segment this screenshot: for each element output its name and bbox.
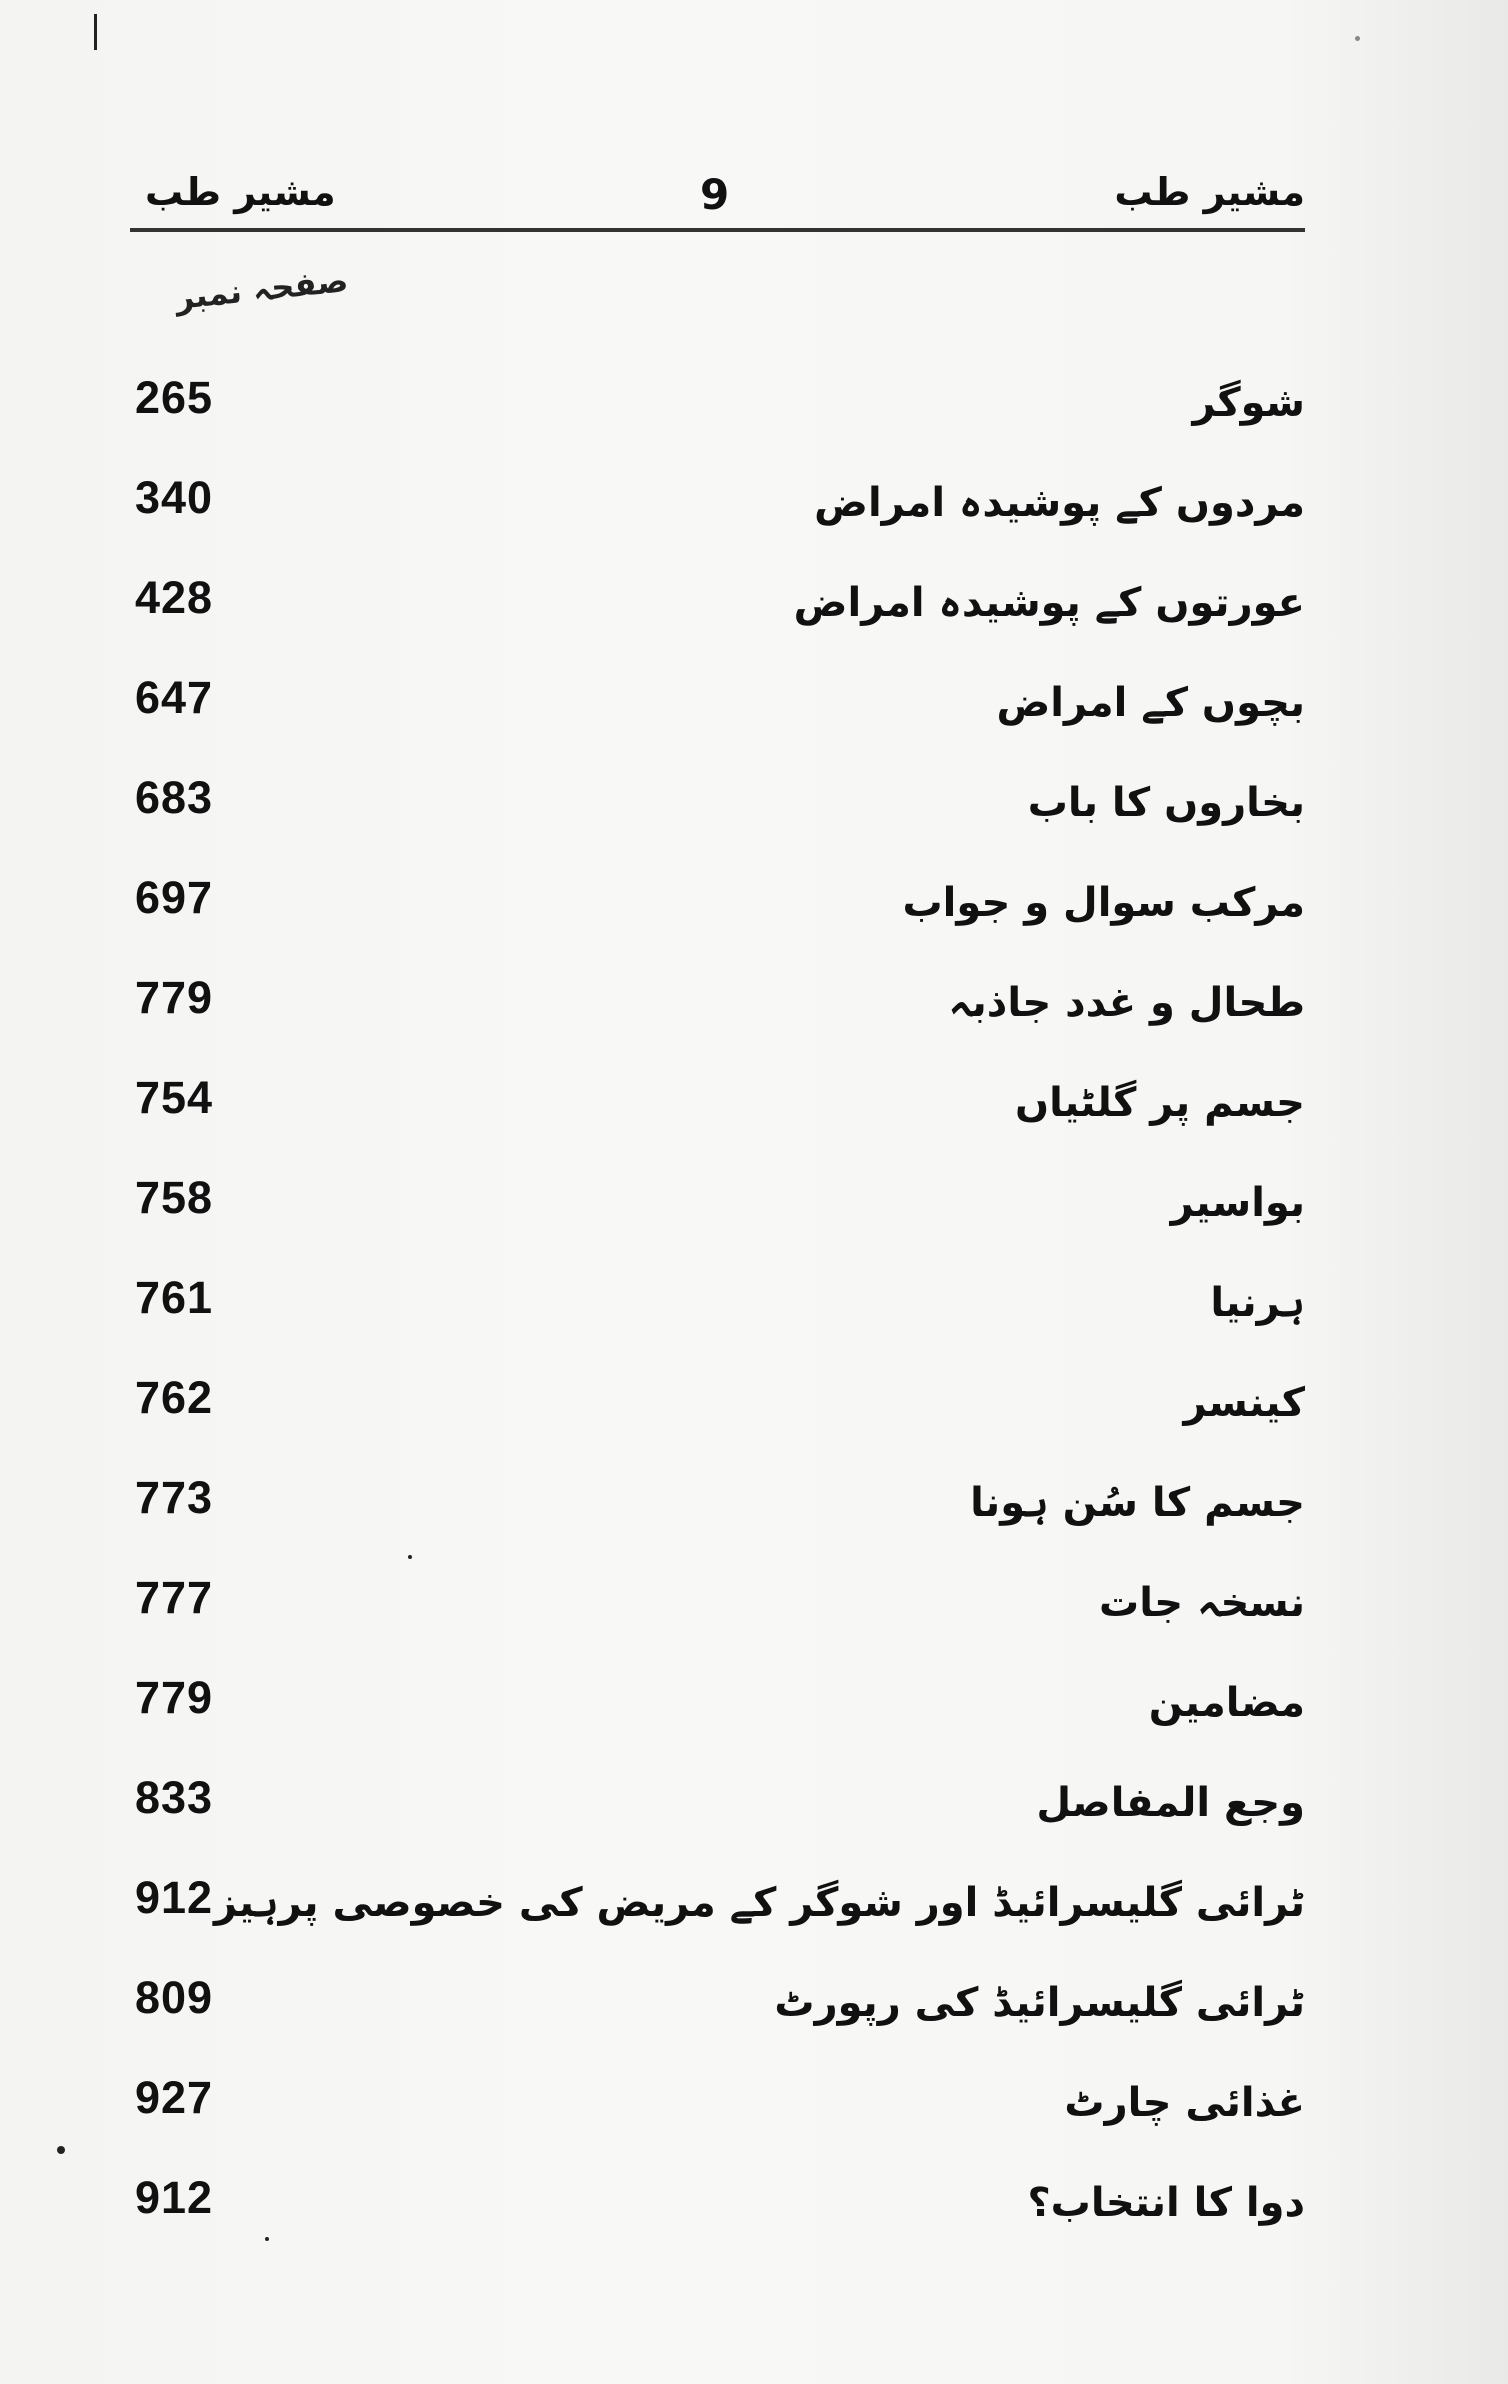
toc-row <box>130 562 1305 662</box>
toc-row <box>130 1962 1305 2062</box>
toc-row <box>130 1362 1305 1462</box>
toc-page-number: 265 <box>135 372 214 423</box>
toc-row <box>130 1462 1305 1562</box>
toc-title: جسم پر گلٹیاں <box>1014 1080 1305 1126</box>
toc-row <box>130 662 1305 762</box>
toc-row <box>130 1262 1305 1362</box>
paper-speck <box>57 2146 65 2154</box>
toc-row <box>130 762 1305 862</box>
toc-page-number: 773 <box>135 1472 214 1523</box>
table-of-contents <box>130 362 1305 2262</box>
toc-page-number: 777 <box>135 1572 214 1623</box>
toc-row <box>130 962 1305 1062</box>
toc-title: کینسر <box>1183 1380 1305 1426</box>
toc-row <box>130 462 1305 562</box>
toc-page-number: 758 <box>135 1172 214 1223</box>
toc-row <box>130 1662 1305 1762</box>
toc-title: مردوں کے پوشیدہ امراض <box>814 480 1305 526</box>
running-header <box>130 160 1305 230</box>
page-number-column-heading: صفحہ نمبر <box>173 261 350 317</box>
toc-page-number: 428 <box>135 572 214 623</box>
header-page-number: 9 <box>700 170 730 219</box>
toc-title: عورتوں کے پوشیدہ امراض <box>793 580 1305 626</box>
toc-title: وجع المفاصل <box>1036 1780 1305 1826</box>
toc-title: بچوں کے امراض <box>996 680 1305 726</box>
toc-row <box>130 1562 1305 1662</box>
toc-page-number: 762 <box>135 1372 214 1423</box>
toc-page-number: 697 <box>135 872 214 923</box>
toc-row <box>130 1162 1305 1262</box>
toc-page-number: 779 <box>135 1672 214 1723</box>
toc-page-number: 927 <box>135 2072 214 2123</box>
toc-title: ہرنیا <box>1210 1280 1305 1326</box>
toc-row <box>130 1762 1305 1862</box>
toc-title: بواسیر <box>1170 1180 1305 1226</box>
toc-title: مضامین <box>1148 1680 1305 1726</box>
toc-title: ٹرائی گلیسرائیڈ کی رپورٹ <box>774 1980 1305 2026</box>
toc-page-number: 779 <box>135 972 214 1023</box>
toc-title: دوا کا انتخاب؟ <box>1027 2180 1305 2226</box>
toc-page-number: 809 <box>135 1972 214 2023</box>
toc-row <box>130 362 1305 462</box>
toc-page-number: 912 <box>135 2172 214 2223</box>
toc-title: طحال و غدد جاذبہ <box>948 980 1305 1026</box>
toc-title: شوگر <box>1192 380 1305 426</box>
header-book-title-left: مشیر طب <box>145 170 336 214</box>
paper-speck <box>1355 36 1360 41</box>
header-book-title-right: مشیر طب <box>1114 170 1305 214</box>
toc-page-number: 754 <box>135 1072 214 1123</box>
paper-speck <box>265 2237 269 2241</box>
page-edge-mark <box>94 14 97 50</box>
toc-page-number: 912 <box>135 1872 214 1923</box>
header-rule <box>130 228 1305 232</box>
toc-title: غذائی چارٹ <box>1064 2080 1305 2126</box>
toc-title: بخاروں کا باب <box>1027 780 1305 826</box>
toc-page-number: 647 <box>135 672 214 723</box>
paper-speck <box>408 1555 412 1559</box>
toc-row <box>130 1062 1305 1162</box>
toc-row <box>130 2162 1305 2262</box>
toc-page-number: 833 <box>135 1772 214 1823</box>
toc-row <box>130 1862 1305 1962</box>
toc-page-number: 340 <box>135 472 214 523</box>
toc-page-number: 683 <box>135 772 214 823</box>
toc-title: جسم کا سُن ہونا <box>970 1480 1305 1526</box>
toc-title: مرکب سوال و جواب <box>902 880 1305 926</box>
toc-row <box>130 862 1305 962</box>
toc-row <box>130 2062 1305 2162</box>
toc-title: ٹرائی گلیسرائیڈ اور شوگر کے مریض کی خصوصی پرہیز <box>214 1880 1305 1926</box>
toc-page-number: 761 <box>135 1272 214 1323</box>
toc-title: نسخہ جات <box>1099 1580 1305 1626</box>
